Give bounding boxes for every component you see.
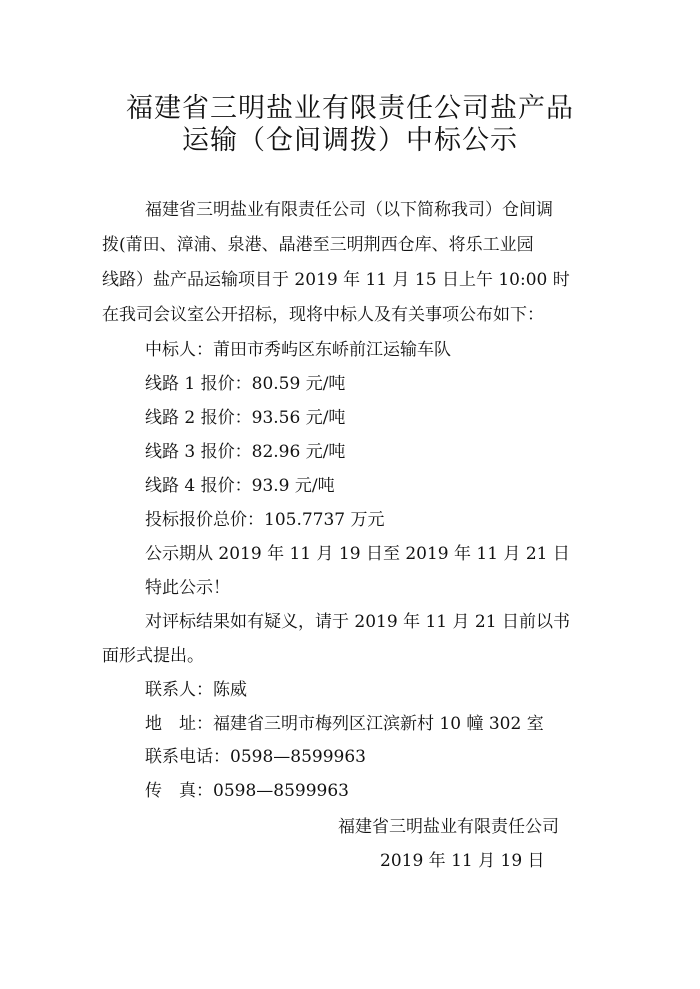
notice-line: 特此公示！ [145, 578, 230, 598]
route-1-price: 线路 1 报价：80.59 元/吨 [145, 374, 346, 394]
contact-phone: 联系电话：0598—8599963 [145, 747, 366, 767]
signature-org: 福建省三明盐业有限责任公司 [338, 817, 559, 837]
document-title-line-2: 运输（仓间调拨）中标公示 [182, 125, 518, 156]
route-3-price: 线路 3 报价：82.96 元/吨 [145, 442, 346, 462]
intro-line-1: 福建省三明盐业有限责任公司（以下简称我司）仓间调 [145, 200, 553, 220]
intro-line-2: 拨(莆田、漳浦、泉港、晶港至三明荆西仓库、将乐工业园 [102, 235, 534, 255]
document-title-line-1: 福建省三明盐业有限责任公司盐产品 [126, 93, 574, 124]
intro-line-4: 在我司会议室公开招标，现将中标人及有关事项公布如下： [102, 305, 544, 325]
publicity-period: 公示期从 2019 年 11 月 19 日至 2019 年 11 月 21 日 [145, 544, 570, 564]
contact-fax: 传 真：0598—8599963 [145, 781, 349, 801]
contact-address: 地 址：福建省三明市梅列区江滨新村 10 幢 302 室 [145, 714, 544, 734]
signature-date: 2019 年 11 月 19 日 [380, 851, 545, 871]
intro-line-3: 线路）盐产品运输项目于 2019 年 11 月 15 日上午 10:00 时 [102, 270, 570, 290]
route-2-price: 线路 2 报价：93.56 元/吨 [145, 408, 346, 428]
total-price: 投标报价总价：105.7737 万元 [145, 510, 385, 530]
contact-person: 联系人：陈威 [145, 680, 247, 700]
objection-line-2: 面形式提出。 [102, 646, 204, 666]
route-4-price: 线路 4 报价：93.9 元/吨 [145, 476, 335, 496]
winner-line: 中标人：莆田市秀屿区东峤前江运输车队 [145, 340, 451, 360]
objection-line-1: 对评标结果如有疑义，请于 2019 年 11 月 21 日前以书 [145, 612, 570, 632]
